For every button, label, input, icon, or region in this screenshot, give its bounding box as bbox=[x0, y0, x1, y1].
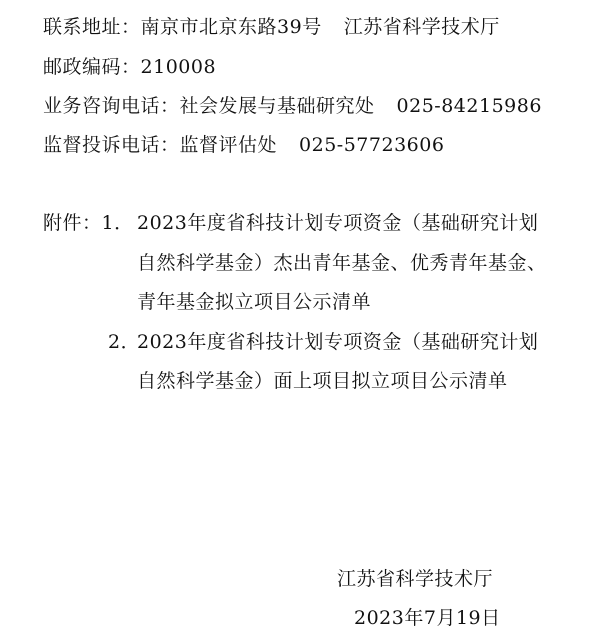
postcode-label: 邮政编码： bbox=[43, 56, 141, 78]
attachments-label-text: 附件： bbox=[43, 212, 102, 234]
attachment-1-number: 1． bbox=[101, 212, 134, 234]
complaint-phone-dept: 监督评估处 bbox=[179, 134, 278, 156]
postcode-value: 210008 bbox=[140, 56, 217, 78]
complaint-phone-number: 025-57723606 bbox=[299, 134, 445, 156]
attachments-label bbox=[43, 210, 134, 236]
contact-postcode bbox=[43, 54, 216, 80]
contact-address bbox=[43, 14, 500, 40]
attachment-1-line-1: 2023年度省科技计划专项资金（基础研究计划 bbox=[137, 212, 539, 234]
complaint-phone-label: 监督投诉电话： bbox=[43, 134, 180, 156]
attachment-1-line-3: 青年基金拟立项目公示清单 bbox=[137, 291, 372, 313]
attachment-2-line-1: 2023年度省科技计划专项资金（基础研究计划 bbox=[137, 331, 539, 353]
business-phone-number: 025-84215986 bbox=[396, 95, 542, 117]
business-phone-label: 业务咨询电话： bbox=[43, 95, 180, 117]
attachment-2-line-2: 自然科学基金）面上项目拟立项目公示清单 bbox=[137, 370, 508, 392]
contact-complaint-phone bbox=[43, 132, 444, 158]
address-value: 南京市北京东路39号 bbox=[140, 16, 322, 38]
business-phone-dept: 社会发展与基础研究处 bbox=[179, 95, 375, 117]
contact-business-phone bbox=[43, 93, 542, 119]
signature-date: 2023年7月19日 bbox=[354, 607, 501, 629]
attachment-2-number: 2． bbox=[108, 331, 141, 353]
attachment-1-line-2: 自然科学基金）杰出青年基金、优秀青年基金、 bbox=[137, 252, 547, 274]
signature-organization: 江苏省科学技术厅 bbox=[337, 568, 494, 590]
address-label: 联系地址： bbox=[43, 16, 141, 38]
address-org: 江苏省科学技术厅 bbox=[343, 16, 500, 38]
